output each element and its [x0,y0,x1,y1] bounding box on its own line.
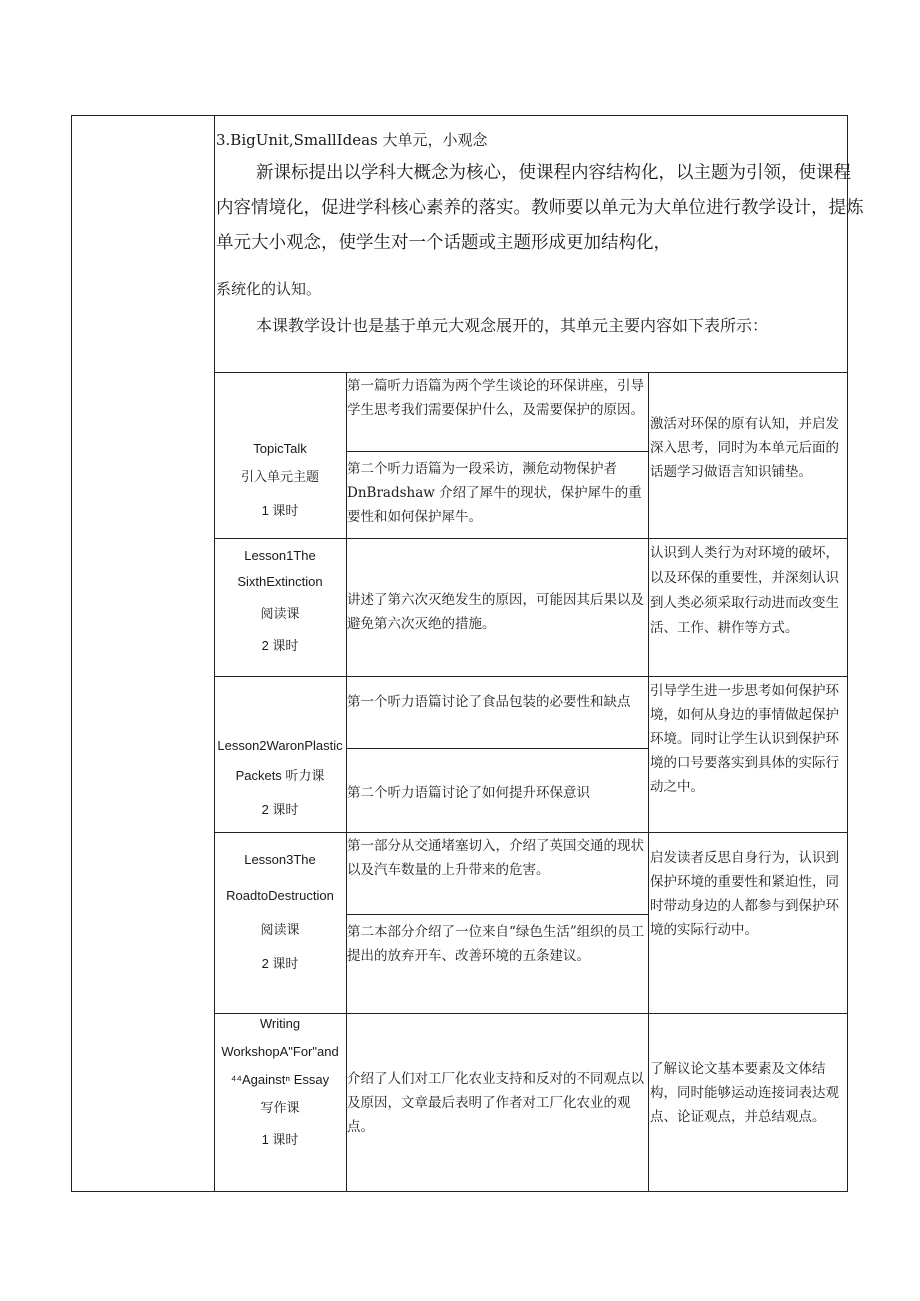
intro-paragraph-line: 新课标提出以学科大概念为核心，使课程内容结构化，以主题为引领，使课程 [256,163,851,183]
content-cell: 第二本部分介绍了一位来自“绿色生活”组织的员工提出的放弃开车、改善环境的五条建议。 [347,924,645,964]
intro-paragraph-line: 本课教学设计也是基于单元大观念展开的，其单元主要内容如下表所示： [256,316,769,335]
lesson-title: Lesson1The [244,548,316,563]
row-divider-1 [214,538,848,539]
lesson-hours: 2 课时 [261,956,299,971]
column-divider-goal [648,372,649,1192]
intro-paragraph-line: 内容情境化，促进学科核心素养的落实。教师要以单元为大单位进行教学设计，提炼 [216,198,864,218]
goal-cell: 激活对环保的原有认知，并启发深入思考，同时为本单元后面的话题学习做语言知识铺垫。 [650,416,839,480]
section-heading: 3.BigUnit,SmallIdeas 大单元，小观念 [216,131,488,149]
subrow-divider-unit1 [346,451,648,452]
lesson-cell [214,547,346,654]
table-frame [71,115,848,1192]
lesson-subtitle: 引入单元主题 [240,469,319,484]
content-cell: 第二个听力语篇为一段采访，濒危动物保护者DnBradshaw 介绍了犀牛的现状，保护犀牛的重要性和如何保护犀牛。 [347,461,642,525]
lesson-subtitle: RoadtoDestruction [226,888,334,903]
subrow-divider-unit3 [346,748,648,749]
content-cell: 第一部分从交通堵塞切入，介绍了英国交通的现状以及汽车数量的上升带来的危害。 [347,838,644,878]
content-cell: 讲述了第六次灭绝发生的原因，可能因其后果以及避免第六次灭绝的措施。 [347,592,644,632]
row-divider-top [214,372,848,373]
lesson-cell [214,737,346,818]
goal-cell: 启发读者反思自身行为，认识到保护环境的重要性和紧迫性，同时带动身边的人都参与到保护环境的实际行动中。 [650,850,839,938]
lesson-title: Lesson3The [244,852,316,867]
lesson-subtitle: Packets 听力课 [235,768,325,783]
content-cell: 第一个听力语篇讨论了食品包装的必要性和缺点 [347,694,631,710]
goal-cell: 认识到人类行为对环境的破坏，以及环保的重要性，并深刻认识到人类必须采取行动进而改变生活、工作、耕作等方式。 [650,545,839,636]
lesson-title: TopicTalk [253,441,307,456]
lesson-hours: 2 课时 [261,802,299,817]
lesson-type: 阅读课 [260,606,300,621]
lesson-type: 写作课 [260,1100,300,1115]
lesson-subtitle: WorkshopA"For"and [221,1044,339,1059]
row-divider-3 [214,832,848,833]
goal-cell: 了解议论文基本要素及文体结构，同时能够运动连接词表达观点、论证观点，并总结观点。 [650,1061,839,1125]
lesson-title: Lesson2WaronPlastic [217,738,343,753]
subrow-divider-unit4 [346,914,648,915]
row-divider-4 [214,1013,848,1014]
content-cell: 介绍了人们对工厂化农业支持和反对的不同观点以及原因，文章最后表明了作者对工厂化农业的观点。 [347,1071,644,1135]
lesson-subtitle: SixthExtinction [237,574,323,589]
lesson-hours: 1 课时 [261,1132,299,1147]
row-divider-2 [214,676,848,677]
lesson-subtitle: ⁴⁴Againstⁿ Essay [230,1072,330,1087]
lesson-cell [214,851,346,972]
lesson-hours: 1 课时 [261,503,299,518]
lesson-type: 阅读课 [260,922,300,937]
lesson-hours: 2 课时 [261,638,299,653]
intro-paragraph-line: 单元大小观念，使学生对一个话题或主题形成更加结构化， [216,233,671,253]
content-cell: 第二个听力语篇讨论了如何提升环保意识 [347,785,590,801]
intro-paragraph-line: 系统化的认知。 [216,280,322,298]
lesson-cell [214,440,346,519]
lesson-title: Writing [259,1016,301,1031]
goal-cell: 引导学生进一步思考如何保护环境，如何从身边的事情做起保护环境。同时让学生认识到保护环境的口号要落实到具体的实际行动之中。 [650,683,839,795]
content-cell: 第一篇听力语篇为两个学生谈论的环保讲座，引导学生思考我们需要保护什么，及需要保护的原因。 [347,378,644,418]
lesson-cell [214,1015,346,1148]
